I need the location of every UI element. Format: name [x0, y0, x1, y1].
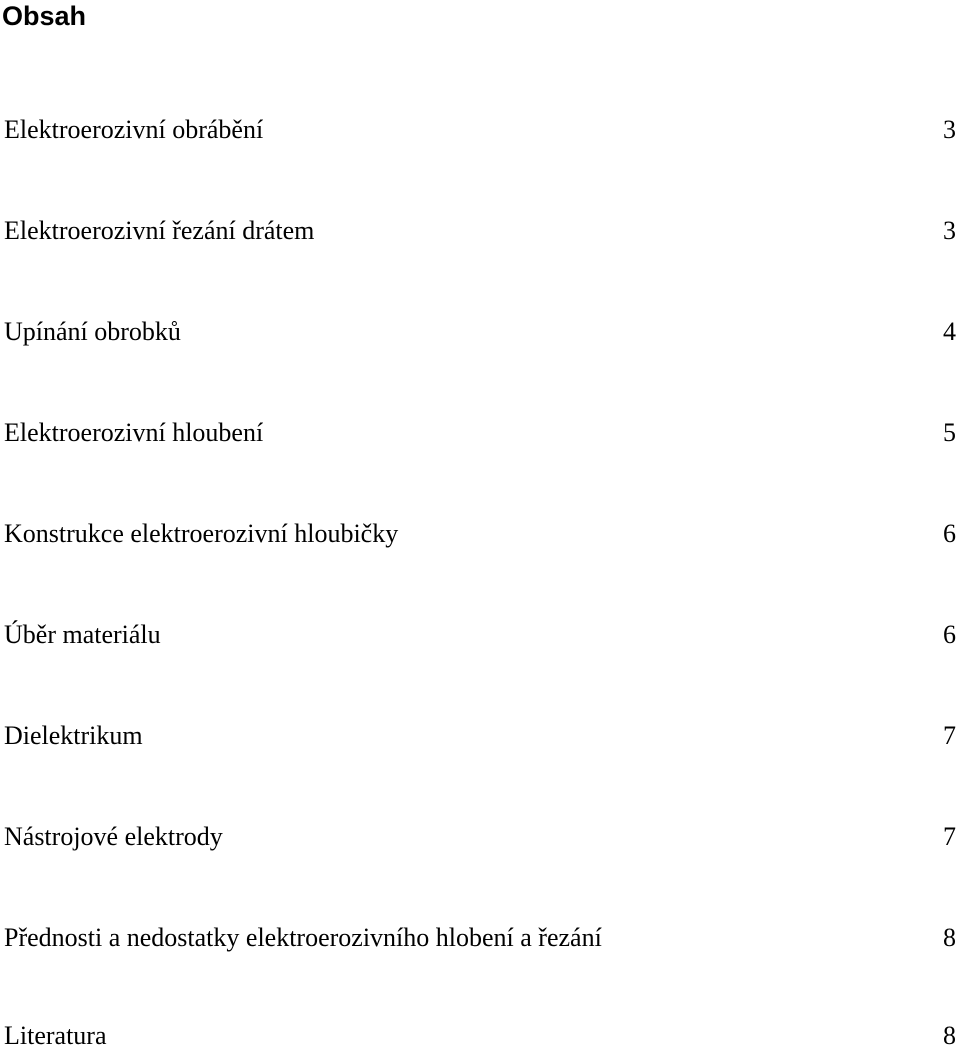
toc-entry-page: 7 [943, 822, 956, 851]
toc-entry[interactable] [4, 214, 956, 248]
toc-entry-title: Literatura [4, 1021, 107, 1050]
toc-entry-title: Dielektrikum [4, 721, 143, 750]
toc-entry-page: 8 [943, 1021, 956, 1050]
toc-entry[interactable] [4, 618, 956, 652]
toc-entry-title: Přednosti a nedostatky elektroerozivního hlobení a řezání [4, 923, 602, 952]
toc-entry[interactable] [4, 517, 956, 551]
toc-entry[interactable] [4, 719, 956, 753]
toc-entry-page: 8 [943, 923, 956, 952]
toc-entry-page: 7 [943, 721, 956, 750]
toc-entry-title: Elektroerozivní obrábění [4, 115, 264, 144]
toc-entry-page: 5 [943, 418, 956, 447]
toc-entry[interactable] [4, 315, 956, 349]
toc-entry[interactable] [4, 921, 956, 955]
toc-entry-page: 4 [943, 317, 956, 346]
toc-entry[interactable] [4, 820, 956, 854]
toc-entry-page: 3 [943, 216, 956, 245]
toc-entry-title: Úběr materiálu [4, 620, 161, 649]
toc-entry-title: Konstrukce elektroerozivní hloubičky [4, 519, 399, 548]
toc-entry-title: Elektroerozivní hloubení [4, 418, 264, 447]
toc-entry-title: Elektroerozivní řezání drátem [4, 216, 315, 245]
toc-entry-title: Nástrojové elektrody [4, 822, 223, 851]
toc-entry-page: 3 [943, 115, 956, 144]
toc-entry-page: 6 [943, 519, 956, 548]
toc-entry-page: 6 [943, 620, 956, 649]
toc-entry-title: Upínání obrobků [4, 317, 181, 346]
toc-entry[interactable] [4, 416, 956, 450]
toc-entry[interactable] [4, 113, 956, 147]
page-title: Obsah [2, 1, 87, 31]
